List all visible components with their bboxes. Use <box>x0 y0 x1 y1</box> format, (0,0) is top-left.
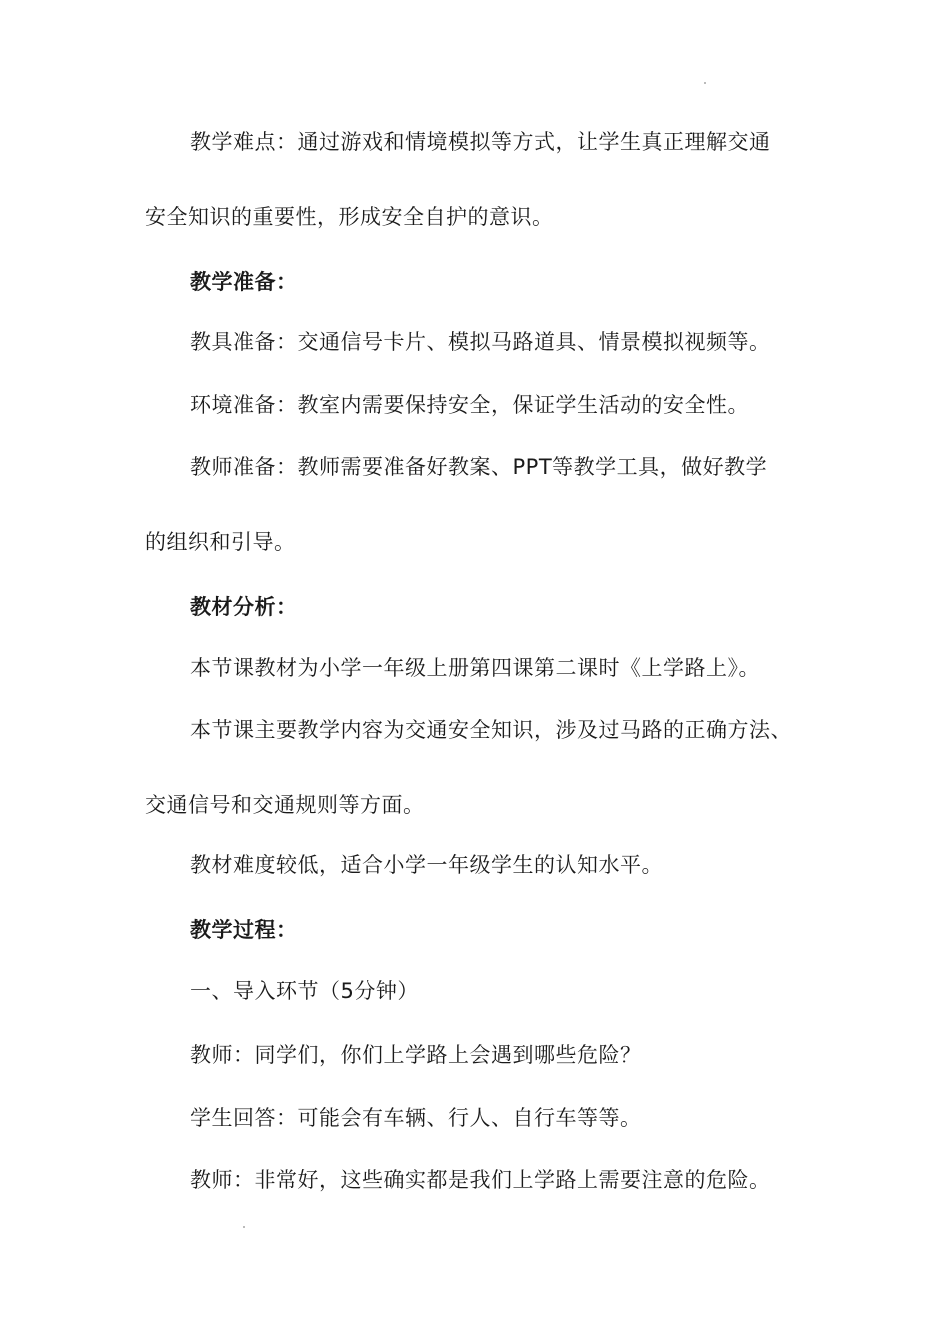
paragraph-teacher-preparation: 教师准备：教师需要准备好教案、PPT等教学工具，做好教学 <box>190 455 768 479</box>
paragraph-material-content-cont: 交通信号和交通规则等方面。 <box>145 793 425 817</box>
heading-teaching-process: 教学过程： <box>190 918 298 942</box>
dialogue-teacher-question: 教师：同学们，你们上学路上会遇到哪些危险？ <box>190 1043 642 1067</box>
paragraph-teaching-aids: 教具准备：交通信号卡片、模拟马路道具、情景模拟视频等。 <box>190 330 771 354</box>
heading-teaching-preparation: 教学准备： <box>190 270 298 294</box>
section-introduction: 一、导入环节（5分钟） <box>190 979 419 1003</box>
paragraph-teaching-difficulty: 教学难点：通过游戏和情境模拟等方式，让学生真正理解交通 <box>190 130 771 154</box>
scan-mark <box>243 1226 245 1228</box>
paragraph-teaching-difficulty-cont: 安全知识的重要性，形成安全自护的意识。 <box>145 205 554 229</box>
scan-mark <box>704 82 706 84</box>
paragraph-material-source: 本节课教材为小学一年级上册第四课第二课时《上学路上》。 <box>190 656 760 680</box>
paragraph-teacher-preparation-cont: 的组织和引导。 <box>145 530 296 554</box>
paragraph-environment: 环境准备：教室内需要保持安全，保证学生活动的安全性。 <box>190 393 749 417</box>
heading-material-analysis: 教材分析： <box>190 595 298 619</box>
dialogue-teacher-response: 教师：非常好，这些确实都是我们上学路上需要注意的危险。 <box>190 1168 771 1192</box>
paragraph-material-difficulty: 教材难度较低，适合小学一年级学生的认知水平。 <box>190 853 663 877</box>
paragraph-material-content: 本节课主要教学内容为交通安全知识，涉及过马路的正确方法、 <box>190 718 792 742</box>
dialogue-student-answer: 学生回答：可能会有车辆、行人、自行车等等。 <box>190 1106 642 1130</box>
